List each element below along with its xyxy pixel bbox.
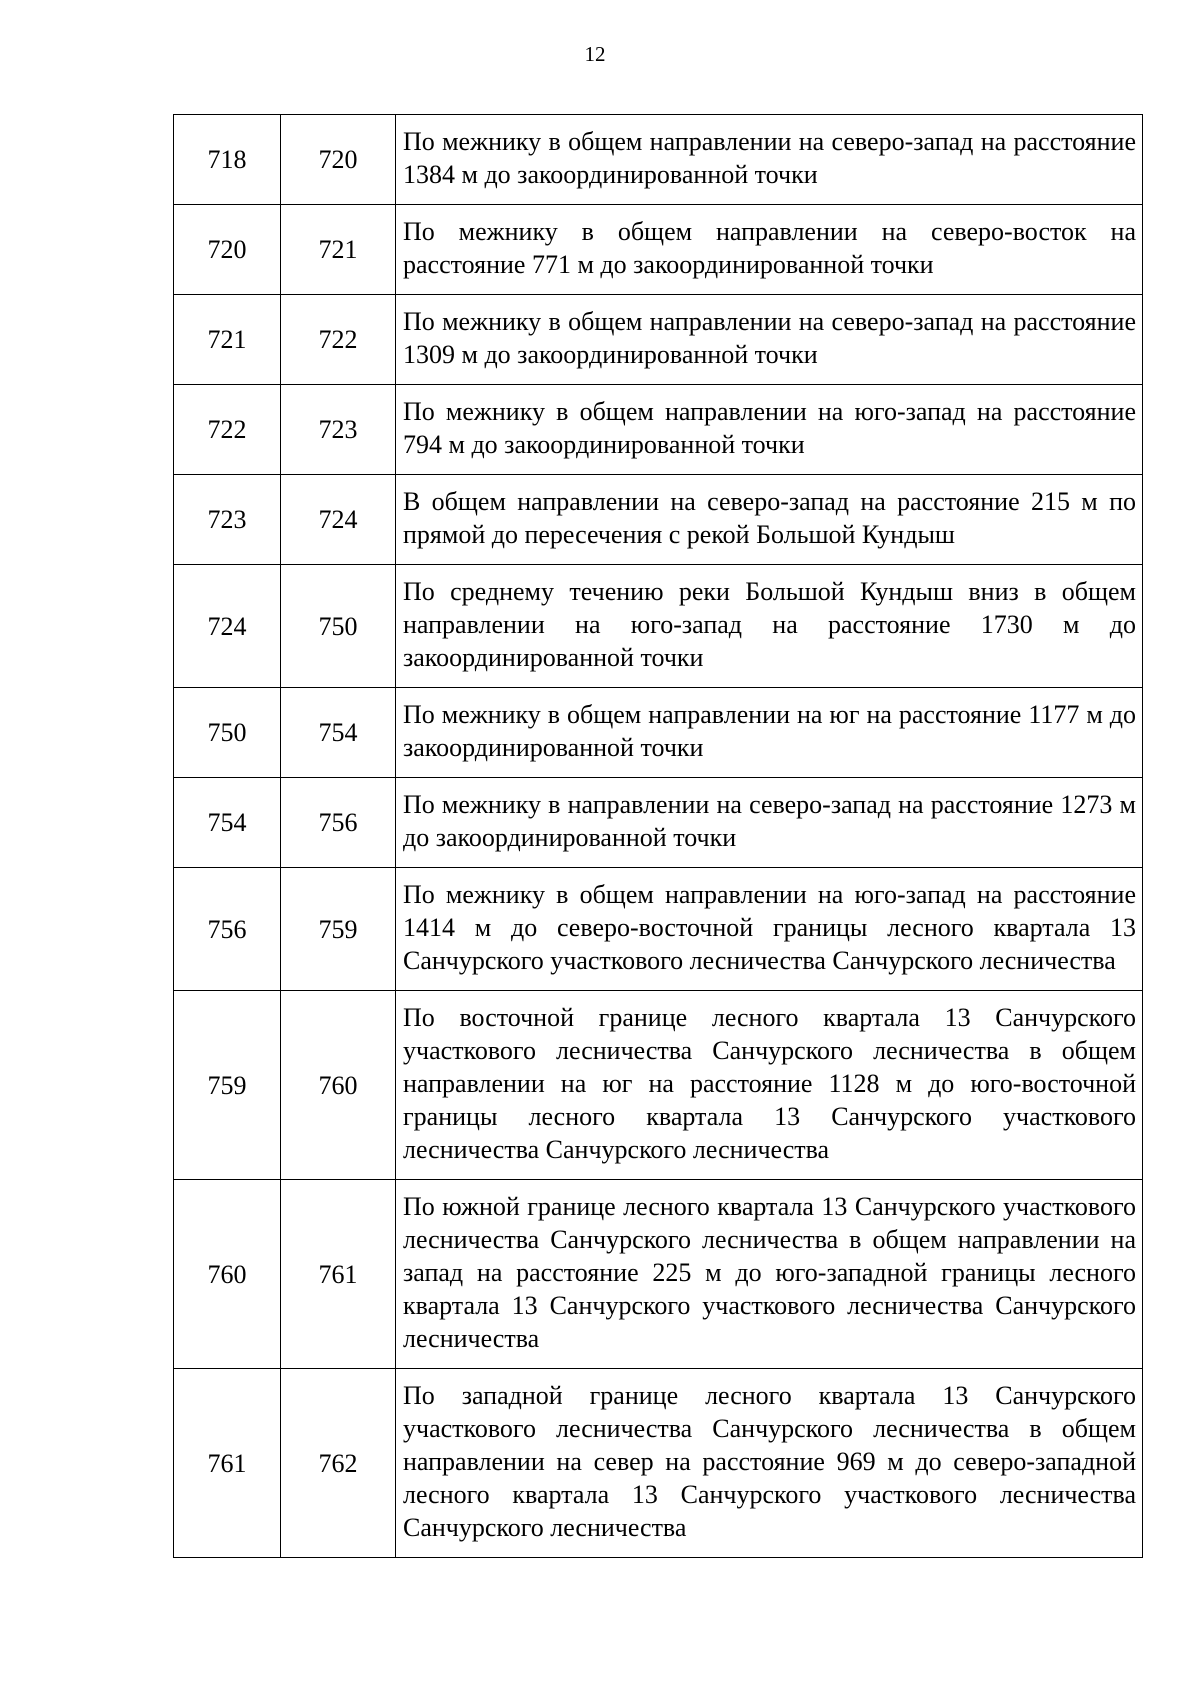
point-from-cell: 761 <box>174 1369 281 1558</box>
point-from-cell: 722 <box>174 385 281 475</box>
point-from-cell: 754 <box>174 778 281 868</box>
point-to-cell: 724 <box>281 475 396 565</box>
table-row <box>174 205 1143 295</box>
point-to-cell: 761 <box>281 1180 396 1369</box>
boundary-description-cell: По западной границе лесного квартала 13 Санчурского участкового лесничества Санчурского лесничества в общем направлении на север на расстояние 969 м до северо-западной лесного квартала 13 Санчурского участкового лесничества Санчурского лесничества <box>396 1369 1143 1558</box>
point-to-cell: 760 <box>281 991 396 1180</box>
table-row <box>174 868 1143 991</box>
point-to-cell: 721 <box>281 205 396 295</box>
point-from-cell: 759 <box>174 991 281 1180</box>
point-to-cell: 723 <box>281 385 396 475</box>
table-row <box>174 688 1143 778</box>
point-to-cell: 762 <box>281 1369 396 1558</box>
table-row <box>174 1180 1143 1369</box>
boundary-description-cell: По восточной границе лесного квартала 13 Санчурского участкового лесничества Санчурского лесничества в общем направлении на юг на расстояние 1128 м до юго-восточной границы лесного квартала 13 Санчурского участкового лесничества Санчурского лесничества <box>396 991 1143 1180</box>
point-from-cell: 720 <box>174 205 281 295</box>
boundary-description-cell: По межнику в направлении на северо-запад на расстояние 1273 м до закоординированной точки <box>396 778 1143 868</box>
point-from-cell: 723 <box>174 475 281 565</box>
boundary-description-table <box>173 114 1143 1558</box>
table-row <box>174 295 1143 385</box>
table-row <box>174 1369 1143 1558</box>
point-from-cell: 760 <box>174 1180 281 1369</box>
table-body <box>174 115 1143 1558</box>
table-row <box>174 115 1143 205</box>
boundary-description-cell: По межнику в общем направлении на юго-запад на расстояние 794 м до закоординированной точки <box>396 385 1143 475</box>
boundary-description-cell: По межнику в общем направлении на северо-запад на расстояние 1309 м до закоординированной точки <box>396 295 1143 385</box>
point-to-cell: 756 <box>281 778 396 868</box>
table-row <box>174 385 1143 475</box>
point-to-cell: 722 <box>281 295 396 385</box>
point-from-cell: 750 <box>174 688 281 778</box>
point-to-cell: 720 <box>281 115 396 205</box>
point-to-cell: 754 <box>281 688 396 778</box>
point-from-cell: 756 <box>174 868 281 991</box>
boundary-description-cell: По межнику в общем направлении на северо-запад на расстояние 1384 м до закоординированной точки <box>396 115 1143 205</box>
table-row <box>174 475 1143 565</box>
boundary-description-cell: По межнику в общем направлении на северо-восток на расстояние 771 м до закоординированной точки <box>396 205 1143 295</box>
point-from-cell: 724 <box>174 565 281 688</box>
table-row <box>174 991 1143 1180</box>
boundary-description-cell: По межнику в общем направлении на юго-запад на расстояние 1414 м до северо-восточной границы лесного квартала 13 Санчурского участкового лесничества Санчурского лесничества <box>396 868 1143 991</box>
point-to-cell: 750 <box>281 565 396 688</box>
table-row <box>174 565 1143 688</box>
table-row <box>174 778 1143 868</box>
point-from-cell: 718 <box>174 115 281 205</box>
boundary-description-cell: В общем направлении на северо-запад на расстояние 215 м по прямой до пересечения с рекой Большой Кундыш <box>396 475 1143 565</box>
point-from-cell: 721 <box>174 295 281 385</box>
page-number: 12 <box>584 42 606 66</box>
boundary-description-cell: По среднему течению реки Большой Кундыш вниз в общем направлении на юго-запад на расстояние 1730 м до закоординированной точки <box>396 565 1143 688</box>
boundary-description-cell: По южной границе лесного квартала 13 Санчурского участкового лесничества Санчурского лесничества в общем направлении на запад на расстояние 225 м до юго-западной границы лесного квартала 13 Санчурского участкового лесничества Санчурского лесничества <box>396 1180 1143 1369</box>
boundary-description-cell: По межнику в общем направлении на юг на расстояние 1177 м до закоординированной точки <box>396 688 1143 778</box>
point-to-cell: 759 <box>281 868 396 991</box>
